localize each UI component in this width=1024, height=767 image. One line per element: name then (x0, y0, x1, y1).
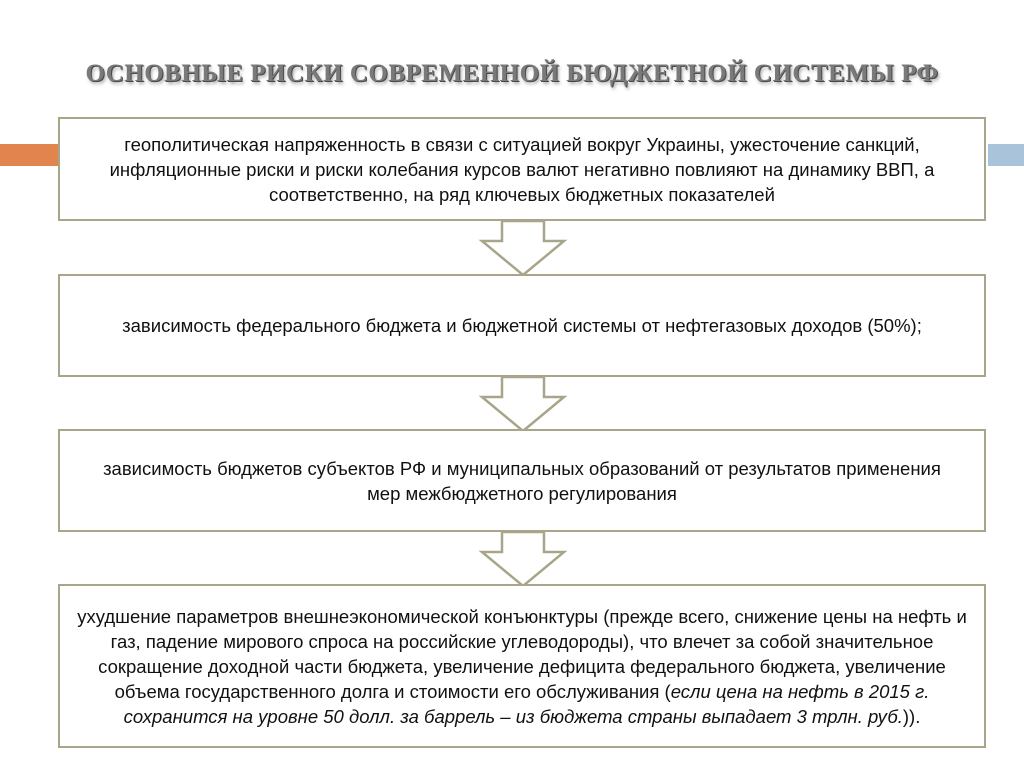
risk-text-geopolitics: геополитическая напряженность в связи с ситуацией вокруг Украины, ужесточение санкций, инфляционные риски и риски колебания курсов валют негативно повлияют на динамику ВВП, а соответственно, на ряд ключевых бюджетных показателей (109, 133, 935, 205)
slide-title: ОСНОВНЫЕ РИСКИ СОВРЕМЕННОЙ БЮДЖЕТНОЙ СИСТЕМЫ РФ (85, 60, 939, 87)
right-accent-bar (988, 144, 1024, 166)
risk-box-interbudget-regulation (58, 429, 986, 532)
down-arrow-icon (480, 530, 566, 588)
risk-box-oil-gas-dependence (58, 274, 986, 377)
risk-box-external-conditions (58, 584, 986, 748)
risk-text-interbudget-regulation: зависимость бюджетов субъектов РФ и муниципальных образований от результатов применения мер межбюджетного регулирования (103, 457, 941, 504)
risk-text-italic-note: если цена на нефть в 2015 г. сохранится на уровне 50 долл. за баррель – из бюджета страны выпадает 3 трлн. руб. (123, 680, 930, 727)
down-arrow-icon (480, 219, 566, 277)
down-arrow-icon (480, 375, 566, 433)
risk-text-closing: )). (902, 705, 921, 727)
risk-text-oil-gas-dependence: зависимость федерального бюджета и бюджетной системы от нефтегазовых доходов (50%); (122, 315, 922, 336)
risk-text-main: ухудшение параметров внешнеэкономической конъюнктуры (прежде всего, снижение цены на нефть и газ, падение мирового спроса на российские углеводороды), что влечет за собой значительное сокращение доходной части бюджета, увеличение дефицита федерального бюджета, увеличение объема государственного долга и стоимости его обслуживания ( (77, 605, 967, 702)
left-accent-bar (0, 144, 58, 166)
risk-text-external-conditions (74, 604, 970, 729)
risk-box-geopolitics (58, 117, 986, 221)
